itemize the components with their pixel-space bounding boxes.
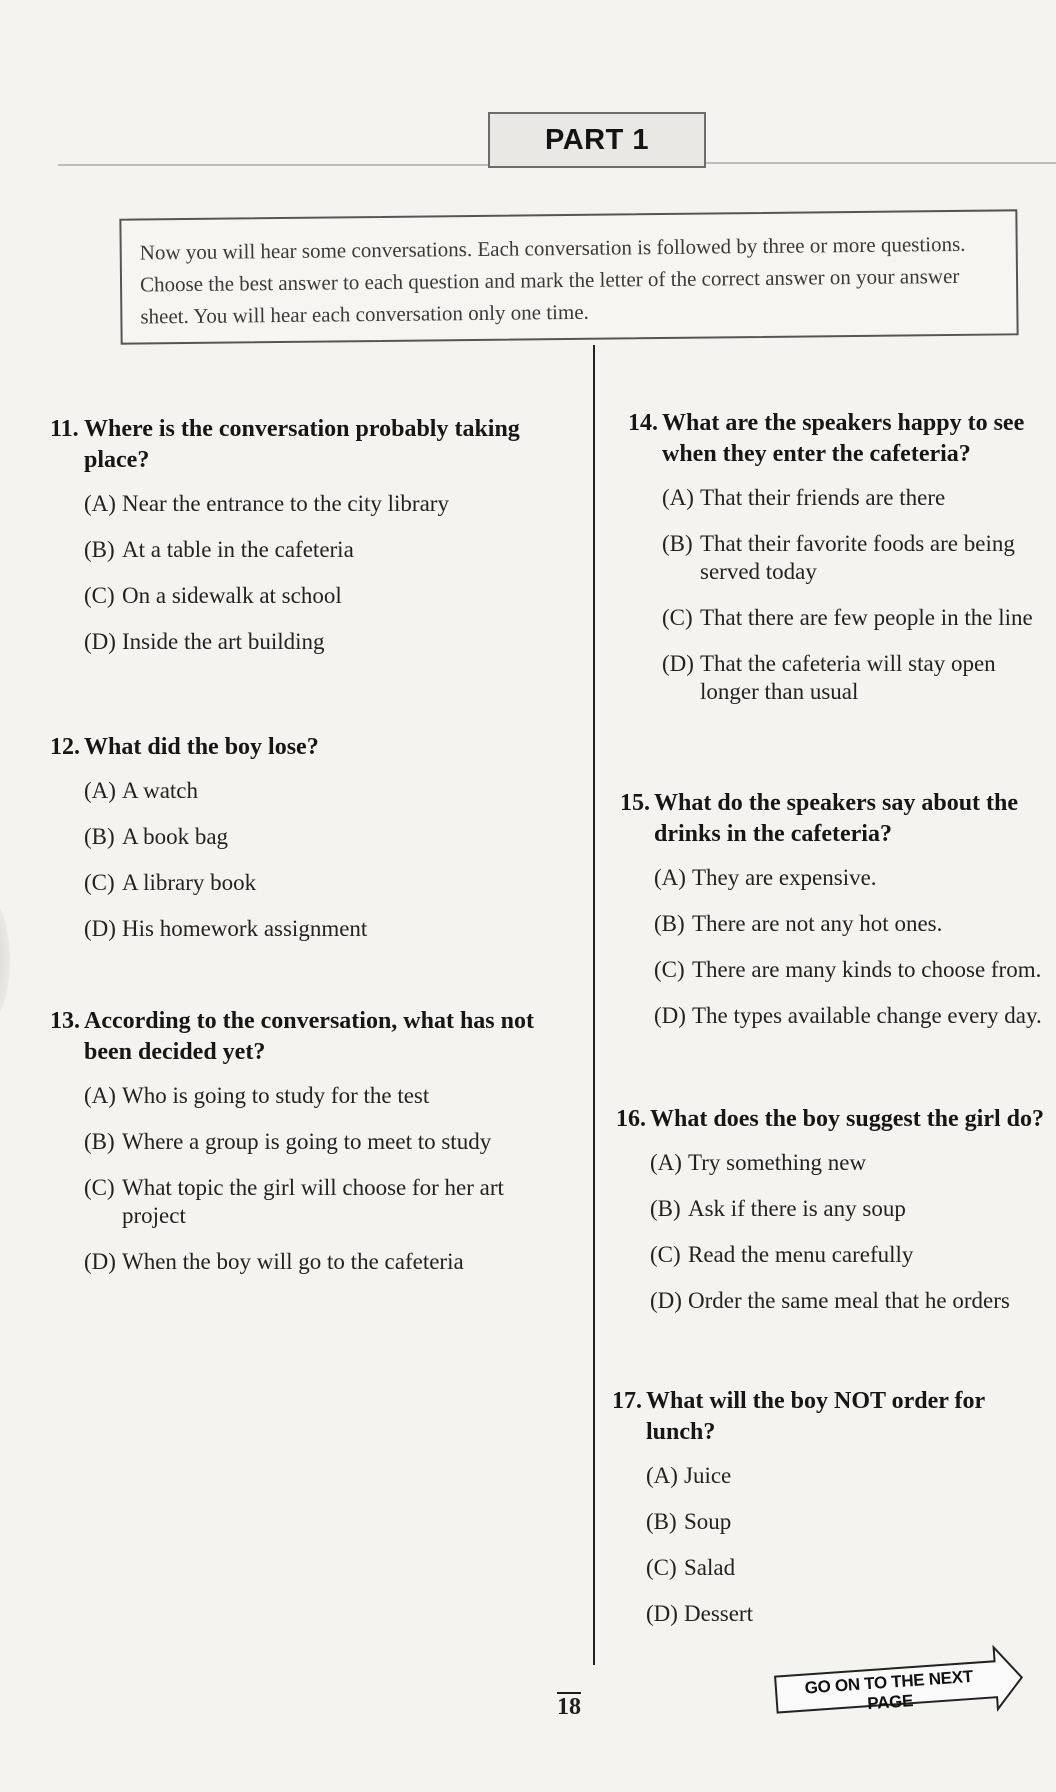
answer-option — [654, 956, 1048, 984]
answer-option — [84, 869, 550, 897]
option-letter: (A) — [650, 1150, 682, 1175]
option-letter: (D) — [654, 1003, 686, 1028]
option-letter: (D) — [84, 1249, 116, 1274]
option-text: His homework assignment — [122, 916, 368, 941]
column-divider — [593, 345, 595, 1665]
option-text: Read the menu carefully — [688, 1242, 914, 1267]
header-rule-right — [706, 162, 1056, 164]
option-text: Order the same meal that he orders — [688, 1288, 1010, 1313]
question-text: What did the boy lose? — [84, 734, 319, 760]
option-letter: (C) — [650, 1242, 681, 1267]
question-11 — [50, 414, 550, 674]
question-text: According to the conversation, what has not been decided yet? — [84, 1008, 534, 1065]
question-12 — [50, 732, 550, 961]
part-title: PART 1 — [488, 112, 706, 168]
option-letter: (D) — [646, 1601, 678, 1626]
option-text: That there are few people in the line — [700, 605, 1033, 630]
answer-option — [650, 1287, 1048, 1315]
answer-option — [84, 823, 550, 851]
option-text: Near the entrance to the city library — [122, 491, 449, 516]
header-rule-left — [58, 164, 488, 166]
answer-option — [84, 1174, 550, 1230]
question-text: What does the boy suggest the girl do? — [650, 1106, 1045, 1132]
option-letter: (A) — [662, 485, 694, 510]
question-number: 17. — [612, 1388, 642, 1414]
option-text: At a table in the cafeteria — [122, 537, 354, 562]
option-letter: (B) — [650, 1196, 681, 1221]
option-text: Salad — [684, 1555, 736, 1580]
page-edge-shadow — [0, 900, 10, 1020]
answer-option — [654, 864, 1048, 892]
option-letter: (A) — [84, 778, 116, 803]
option-letter: (C) — [84, 1175, 115, 1200]
option-text: The types available change every day. — [692, 1003, 1042, 1028]
answer-option — [84, 628, 550, 656]
answer-option — [662, 530, 1048, 586]
option-letter: (D) — [84, 629, 116, 654]
question-number: 15. — [620, 790, 650, 816]
option-text: Who is going to study for the test — [122, 1083, 430, 1108]
option-text: Juice — [684, 1463, 732, 1488]
option-letter: (B) — [84, 1129, 115, 1154]
question-17 — [612, 1386, 1048, 1646]
option-text: That their favorite foods are being served today — [700, 531, 1015, 584]
instructions-box: Now you will hear some conversations. Each conversation is followed by three or more questions. Choose the best answer to each question and mark the letter of the correct answer on your answer sheet. You will hear each conversation only one time. — [119, 209, 1018, 344]
next-page-label: GO ON TO THE NEXT PAGE — [804, 1666, 974, 1714]
question-text: What do the speakers say about the drinks in the cafeteria? — [654, 790, 1019, 847]
answer-option — [654, 1002, 1048, 1030]
answer-option — [84, 1248, 550, 1276]
option-letter: (A) — [84, 1083, 116, 1108]
option-letter: (A) — [84, 491, 116, 516]
option-text: There are not any hot ones. — [692, 911, 943, 936]
next-page-indicator — [772, 1641, 1026, 1728]
answer-option — [662, 650, 1048, 706]
option-text: What topic the girl will choose for her art project — [122, 1175, 504, 1228]
option-text: A library book — [122, 870, 257, 895]
option-letter: (D) — [662, 651, 694, 676]
option-letter: (B) — [654, 911, 685, 936]
option-letter: (B) — [84, 824, 115, 849]
option-text: Try something new — [688, 1150, 867, 1175]
option-text: Where a group is going to meet to study — [122, 1129, 492, 1154]
question-text: What will the boy NOT order for lunch? — [646, 1388, 985, 1445]
option-text: Ask if there is any soup — [688, 1196, 906, 1221]
answer-option — [84, 1082, 550, 1110]
option-text: Inside the art building — [122, 629, 325, 654]
option-letter: (A) — [654, 865, 686, 890]
option-letter: (A) — [646, 1463, 678, 1488]
answer-option — [650, 1195, 1048, 1223]
question-text: What are the speakers happy to see when they enter the cafeteria? — [662, 410, 1025, 467]
question-number: 12. — [50, 734, 80, 760]
question-16 — [616, 1104, 1048, 1333]
answer-option — [84, 582, 550, 610]
answer-option — [84, 1128, 550, 1156]
answer-option — [646, 1600, 1048, 1628]
answer-option — [84, 490, 550, 518]
option-letter: (C) — [84, 870, 115, 895]
option-text: A book bag — [122, 824, 229, 849]
option-letter: (D) — [650, 1288, 682, 1313]
answer-option — [646, 1508, 1048, 1536]
option-text: Soup — [684, 1509, 732, 1534]
answer-option — [650, 1241, 1048, 1269]
option-text: On a sidewalk at school — [122, 583, 342, 608]
question-number: 16. — [616, 1106, 646, 1132]
option-text: There are many kinds to choose from. — [692, 957, 1042, 982]
question-15 — [620, 788, 1048, 1048]
option-text: When the boy will go to the cafeteria — [122, 1249, 464, 1274]
option-letter: (C) — [654, 957, 685, 982]
option-text: Dessert — [684, 1601, 753, 1626]
question-number: 11. — [50, 416, 79, 442]
answer-option — [650, 1149, 1048, 1177]
option-text: A watch — [122, 778, 199, 803]
option-text: That the cafeteria will stay open longer than usual — [700, 651, 996, 704]
question-number: 14. — [628, 410, 658, 436]
option-text: That their friends are there — [700, 485, 946, 510]
question-number: 13. — [50, 1008, 80, 1034]
page-number: 18 — [557, 1694, 581, 1720]
question-14 — [628, 408, 1048, 724]
question-13 — [50, 1006, 550, 1294]
answer-option — [84, 777, 550, 805]
option-letter: (C) — [662, 605, 693, 630]
option-letter: (B) — [84, 537, 115, 562]
option-text: They are expensive. — [692, 865, 877, 890]
answer-option — [84, 536, 550, 564]
question-text: Where is the conversation probably taking place? — [84, 416, 520, 473]
answer-option — [84, 915, 550, 943]
option-letter: (B) — [662, 531, 693, 556]
option-letter: (B) — [646, 1509, 677, 1534]
option-letter: (C) — [646, 1555, 677, 1580]
answer-option — [646, 1554, 1048, 1582]
answer-option — [662, 484, 1048, 512]
option-letter: (C) — [84, 583, 115, 608]
answer-option — [662, 604, 1048, 632]
option-letter: (D) — [84, 916, 116, 941]
answer-option — [646, 1462, 1048, 1490]
answer-option — [654, 910, 1048, 938]
